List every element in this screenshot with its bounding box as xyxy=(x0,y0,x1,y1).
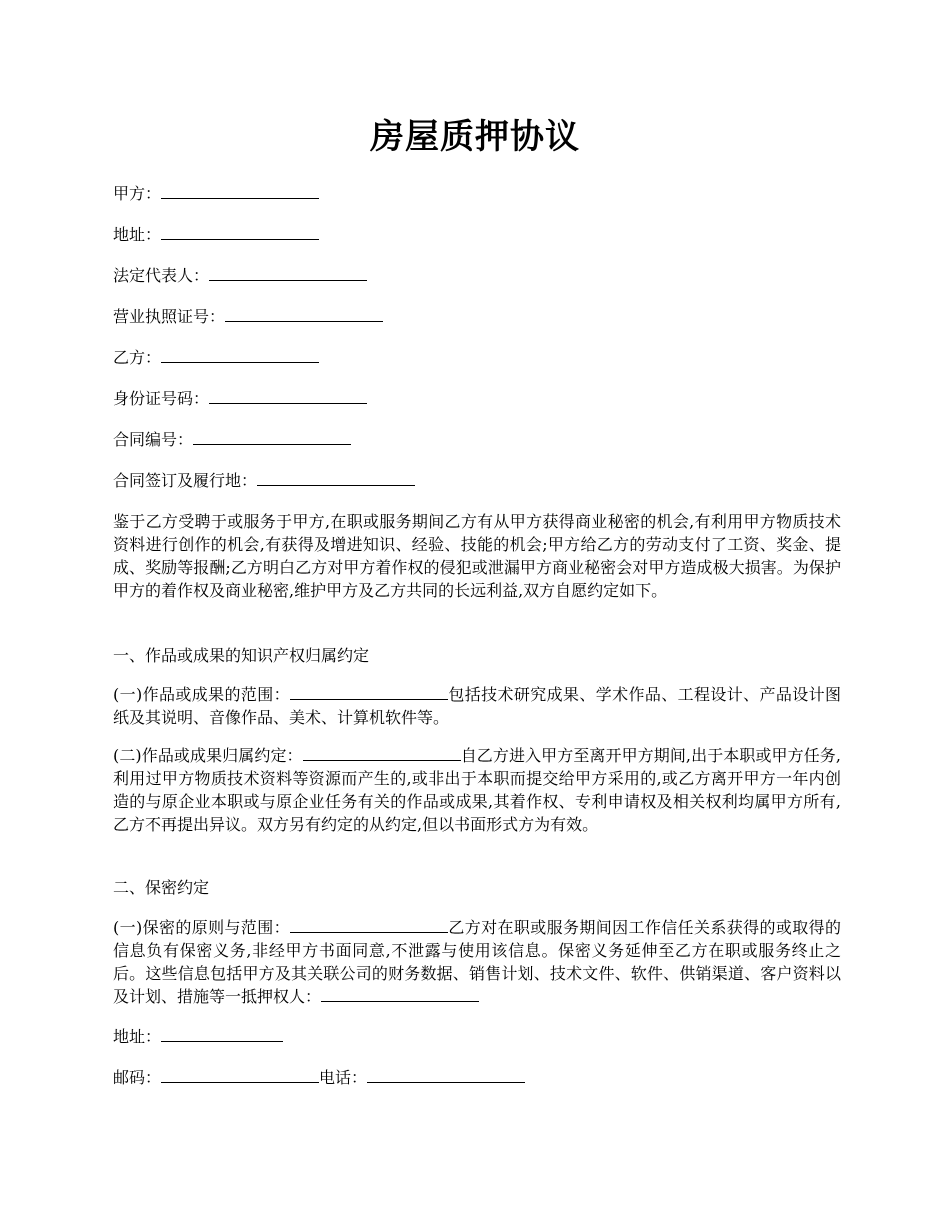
address2-field xyxy=(113,1025,283,1048)
legal-rep-blank xyxy=(209,264,367,281)
legal-rep-label: 法定代表人： xyxy=(113,266,210,285)
s2-item1-prefix: (一)保密的原则与范围： xyxy=(113,918,290,937)
party-a-field xyxy=(113,182,319,205)
contract-no-field xyxy=(113,428,351,451)
legal-rep-field xyxy=(113,264,367,287)
s1-item1-blank xyxy=(290,683,448,700)
phone-blank xyxy=(367,1066,525,1083)
address-blank xyxy=(161,223,319,240)
mortgagee-blank xyxy=(321,985,479,1002)
postcode-label: 邮码： xyxy=(113,1068,162,1087)
s1-item2-rest: 自乙方进入甲方至离开甲方期间,出于本职或甲方任务,利用过甲方物质技术资料等资源而产生的,或非出于本职而提交给甲方采用的,或乙方离开甲方一年内创造的与原企业本职或与原企业任务有关的作品或成果,其着作权、专利申请权及相关权利均属甲方所有,乙方不再提出异议。双方另有约定的从约定,但以书面形式方为有效。 xyxy=(113,746,841,834)
party-b-field xyxy=(113,346,319,369)
party-b-label: 乙方： xyxy=(113,348,162,367)
license-label: 营业执照证号： xyxy=(113,307,226,326)
s1-item2-paragraph xyxy=(113,744,841,836)
id-field xyxy=(113,387,367,410)
section1-heading: 一、作品或成果的知识产权归属约定 xyxy=(113,646,370,665)
sign-place-field xyxy=(113,469,415,492)
s2-item1-blank xyxy=(290,916,448,933)
contract-no-label: 合同编号： xyxy=(113,430,194,449)
s2-item1-rest: 乙方对在职或服务期间因工作信任关系获得的或取得的信息负有保密义务,非经甲方书面同意,不泄露与使用该信息。保密义务延伸至乙方在职或服务终止之后。这些信息包括甲方及其关联公司的财务数据、销售计划、技术文件、软件、供销渠道、客户资料以及计划、措施等一抵押权人： xyxy=(113,918,841,1006)
phone-label: 电话： xyxy=(319,1068,368,1087)
preamble-paragraph: 鉴于乙方受聘于或服务于甲方,在职或服务期间乙方有从甲方获得商业秘密的机会,有利用甲方物质技术资料进行创作的机会,有获得及增进知识、经验、技能的机会;甲方给乙方的劳动支付了工资、奖金、提成、奖励等报酬;乙方明白乙方对甲方着作权的侵犯或泄漏甲方商业秘密会对甲方造成极大损害。为保护甲方的着作权及商业秘密,维护甲方及乙方共同的长远利益,双方自愿约定如下。 xyxy=(113,512,841,600)
sign-place-label: 合同签订及履行地： xyxy=(113,471,258,490)
address2-label: 地址： xyxy=(113,1027,162,1046)
address-label: 地址： xyxy=(113,225,162,244)
contract-no-blank xyxy=(193,428,351,445)
s1-item1-paragraph xyxy=(113,683,841,729)
section2-heading: 二、保密约定 xyxy=(113,878,210,897)
id-blank xyxy=(209,387,367,404)
contact-field xyxy=(113,1066,525,1089)
document-title: 房屋质押协议 xyxy=(370,117,580,157)
license-field xyxy=(113,305,383,328)
license-blank xyxy=(225,305,383,322)
s1-item1-rest: 包括技术研究成果、学术作品、工程设计、产品设计图纸及其说明、音像作品、美术、计算机软件等。 xyxy=(113,685,841,727)
s1-item2-prefix: (二)作品或成果归属约定： xyxy=(113,746,303,765)
s2-item1-paragraph xyxy=(113,916,841,1008)
address-field xyxy=(113,223,319,246)
s1-item1-prefix: (一)作品或成果的范围： xyxy=(113,685,290,704)
party-a-blank xyxy=(161,182,319,199)
postcode-blank xyxy=(161,1066,319,1083)
party-a-label: 甲方： xyxy=(113,184,162,203)
id-label: 身份证号码： xyxy=(113,389,210,408)
address2-blank xyxy=(161,1025,283,1042)
party-b-blank xyxy=(161,346,319,363)
sign-place-blank xyxy=(257,469,415,486)
s1-item2-blank xyxy=(303,744,461,761)
